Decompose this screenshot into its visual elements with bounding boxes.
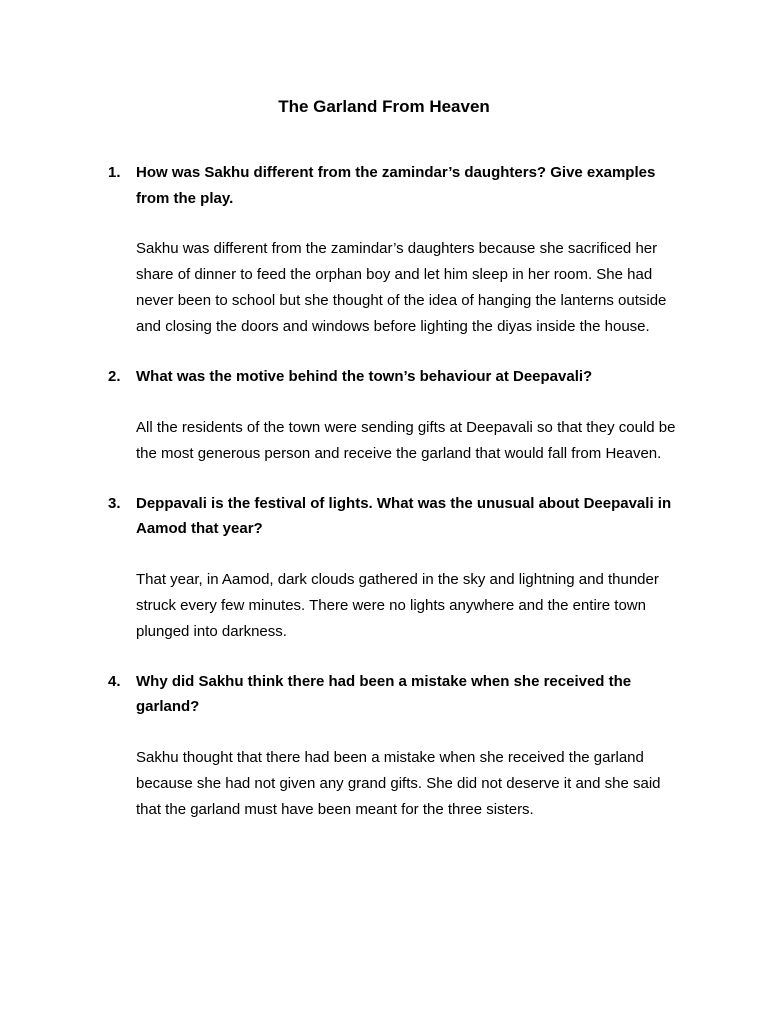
answer-text: Sakhu was different from the zamindar’s daughters because she sacrificed her share of dinner to feed the orphan boy and let him sleep in her room. She had never been to school but she thought of the idea of hanging the lanterns outside and closing the doors and windows before lighting the diyas inside the house. (136, 240, 667, 335)
question-item (108, 160, 678, 340)
question-number: 3. (108, 494, 121, 512)
question-item (108, 364, 678, 467)
answer-text: That year, in Aamod, dark clouds gathered in the sky and lightning and thunder struck every few minutes. There were no lights anywhere and the entire town plunged into darkness. (136, 570, 659, 640)
question-text: What was the motive behind the town’s behaviour at Deepavali? (136, 368, 593, 385)
document-title: The Garland From Heaven (278, 97, 490, 116)
question-list (108, 160, 678, 847)
question-item (108, 669, 678, 823)
question-text: Why did Sakhu think there had been a mistake when she received the garland? (136, 672, 632, 715)
question-number: 4. (108, 672, 121, 690)
question-item (108, 491, 678, 645)
question-number: 2. (108, 368, 121, 385)
answer-text: All the residents of the town were sending gifts at Deepavali so that they could be the most generous person and receive the garland that would fall from Heaven. (136, 418, 676, 462)
question-text: Deppavali is the festival of lights. What was the unusual about Deepavali in Aamod that year? (136, 494, 672, 537)
question-text: How was Sakhu different from the zamindar’s daughters? Give examples from the play. (136, 164, 656, 207)
answer-text: Sakhu thought that there had been a mistake when she received the garland because she had not given any grand gifts. She did not deserve it and she said that the garland must have been meant for the three sisters. (136, 748, 661, 818)
question-number: 1. (108, 164, 121, 181)
